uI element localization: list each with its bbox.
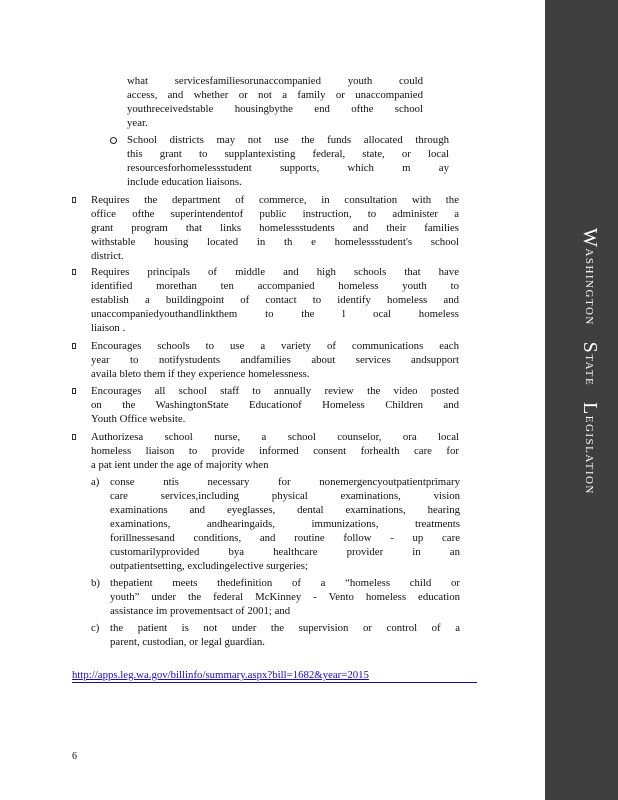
- text-line: youthreceivedstable housingbythe end ofthe school: [127, 103, 423, 115]
- text-line: establish a buildingpoint of contact to identify homeless and: [91, 294, 459, 306]
- text-line: Authorizesa school nurse, a school counselor, ora local: [91, 431, 459, 443]
- text-line: resourcesforhomelessstudent supports, which m ay: [127, 162, 449, 174]
- text-line: grant program that links homelessstudents and their families: [91, 222, 459, 234]
- text-line: include education liaisons.: [127, 176, 242, 188]
- text-line: on the WashingtonState Educationof Homeless Children and: [91, 399, 459, 411]
- text-line: examinations, andhearingaids, immunizations, treatments: [110, 518, 460, 530]
- text-line: this grant to supplantexisting federal, state, or local: [127, 148, 449, 160]
- text-line: assistance im provementsact of 2001; and: [110, 605, 291, 617]
- title-initial-1: W: [579, 228, 601, 249]
- text-line: year.: [127, 117, 148, 129]
- page-number: 6: [72, 751, 77, 762]
- text-line: office ofthe superintendentof public instruction, to administer a: [91, 208, 459, 220]
- bullet-icon: [72, 434, 76, 440]
- text-line: what servicesfamiliesorunaccompanied youth could: [127, 75, 423, 87]
- source-link[interactable]: http://apps.leg.wa.gov/billinfo/summary.aspx?bill=1682&year=2015: [72, 668, 477, 683]
- text-line: Encourages schools to use a variety of communications each: [91, 340, 459, 352]
- text-line: identified morethan ten accompanied homeless youth to: [91, 280, 459, 292]
- text-line: unaccompaniedyouthandlinkthem to the l ocal homeless: [91, 308, 459, 320]
- text-line: access, and whether or not a family or unaccompanied: [127, 89, 423, 101]
- text-line: Requires principals of middle and high schools that have: [91, 266, 459, 278]
- list-letter-marker: a): [91, 476, 100, 488]
- text-line: year to notifystudents andfamilies about services andsupport: [91, 354, 459, 366]
- list-letter-marker: b): [91, 577, 100, 589]
- text-line: Youth Office website.: [91, 413, 186, 425]
- text-line: availa bleto them if they experience homelessness.: [91, 368, 310, 380]
- text-line: liaison .: [91, 322, 126, 334]
- text-line: the patient is not under the supervision or control of a: [110, 622, 460, 634]
- text-line: district.: [91, 250, 124, 262]
- circle-bullet-icon: [110, 137, 117, 144]
- text-line: Requires the department of commerce, in consultation with the: [91, 194, 459, 206]
- bullet-icon: [72, 269, 76, 275]
- title-rest-1: ashington: [582, 248, 598, 326]
- sidebar-title: [578, 228, 601, 495]
- text-line: customarilyprovided bya healthcare provider in an: [110, 546, 460, 558]
- title-initial-3: L: [579, 402, 601, 416]
- bullet-icon: [72, 197, 76, 203]
- text-line: conse ntis necessary for nonemergencyoutpatientprimary: [110, 476, 460, 488]
- text-line: homeless liaison to provide informed consent forhealth care for: [91, 445, 459, 457]
- title-rest-3: egislation: [582, 415, 598, 495]
- text-line: Encourages all school staff to annually review the video posted: [91, 385, 459, 397]
- bullet-icon: [72, 343, 76, 349]
- text-line: outpatientsetting, excludingelective surgeries;: [110, 560, 308, 572]
- text-line: School districts may not use the funds allocated through: [127, 134, 449, 146]
- text-line: care services,including physical examinations, vision: [110, 490, 460, 502]
- text-line: a pat ient under the age of majority when: [91, 459, 269, 471]
- title-rest-2: tate: [582, 354, 598, 387]
- list-letter-marker: c): [91, 622, 100, 634]
- text-line: withstable housing located in th e homelessstudent's school: [91, 236, 459, 248]
- bullet-icon: [72, 388, 76, 394]
- text-line: examinations and eyeglasses, dental examinations, hearing: [110, 504, 460, 516]
- text-line: forillnessesand conditions, and routine follow - up care: [110, 532, 460, 544]
- text-line: parent, custodian, or legal guardian.: [110, 636, 265, 648]
- text-line: youth” under the federal McKinney - Vento homeless education: [110, 591, 460, 603]
- text-line: thepatient meets thedefinition of a “homeless child or: [110, 577, 460, 589]
- title-initial-2: S: [579, 341, 601, 355]
